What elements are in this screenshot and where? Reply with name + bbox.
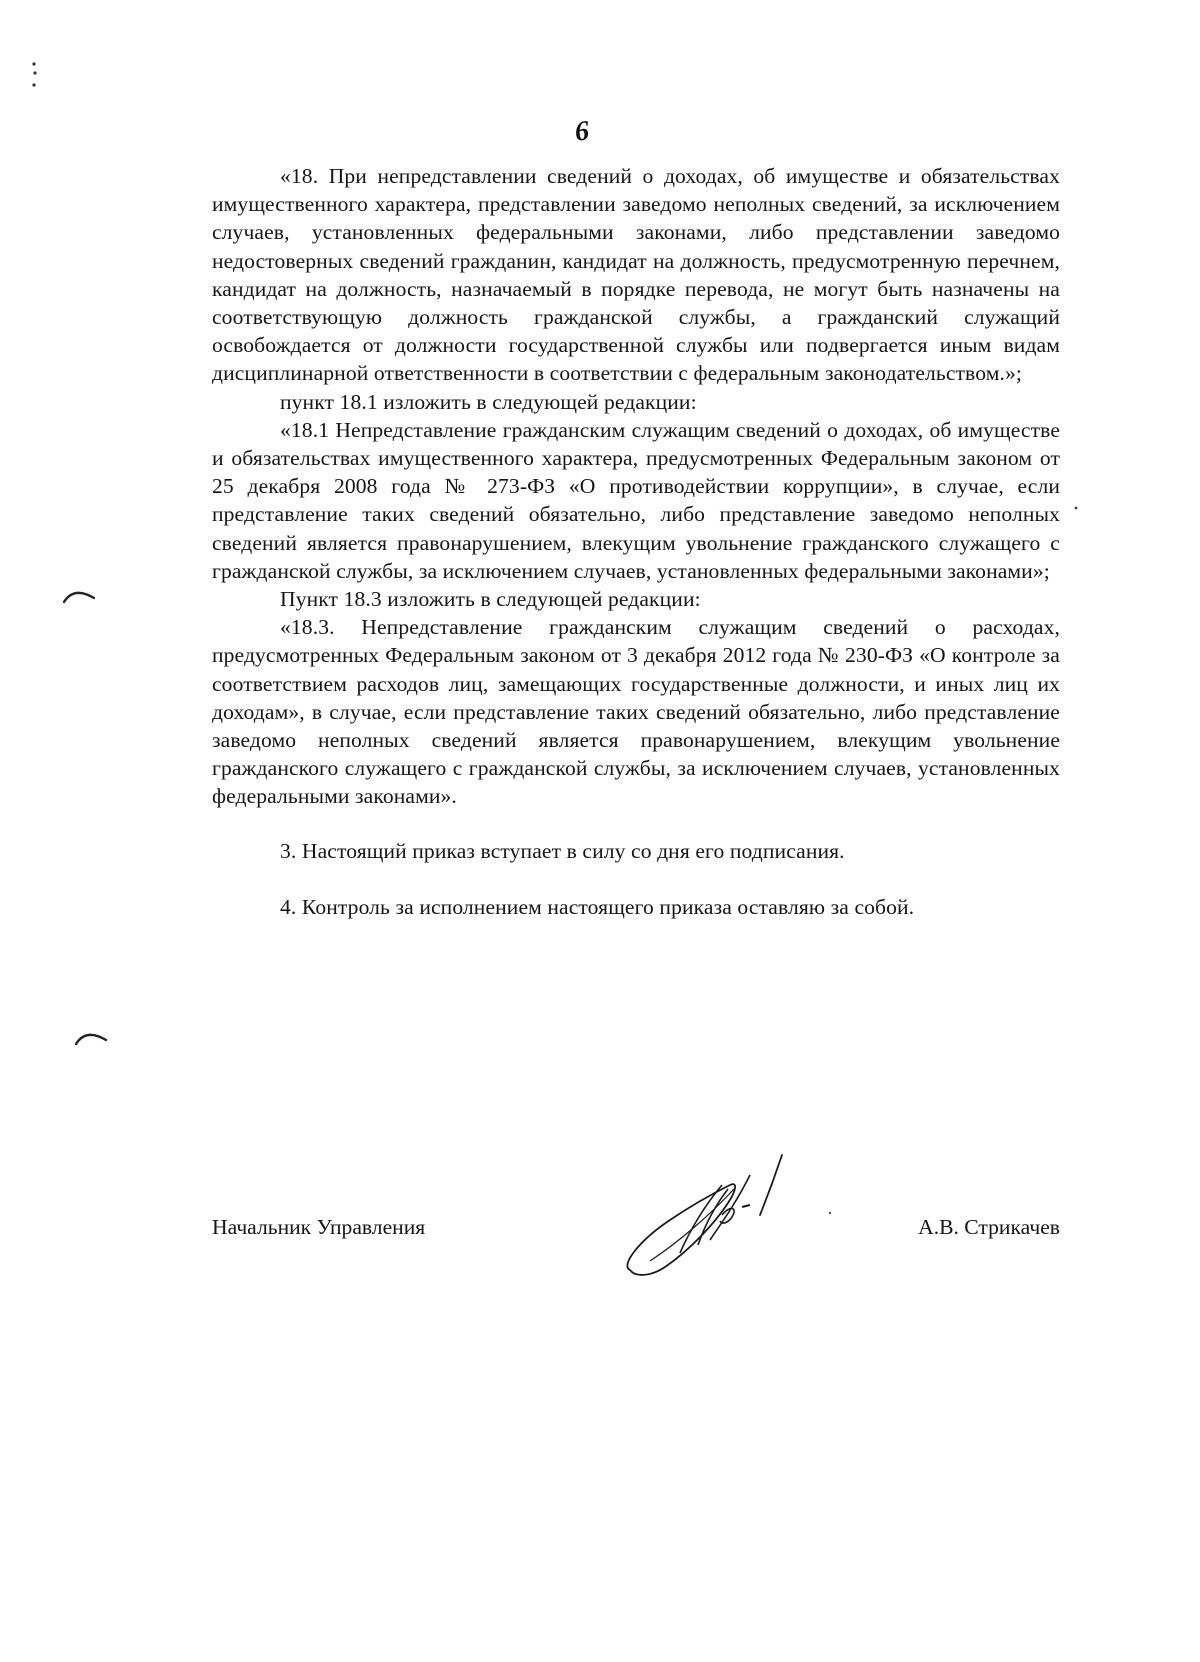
paragraph-18: «18. При непредставлении сведений о доходах, об имуществе и обязательствах имущественного характера, представлении заведомо неполных сведений, за исключением случаев, установленных федеральными законами, либо представлении заведомо недостоверных сведений гражданин, кандидат на должность, предусмотренную перечнем, кандидат на должность, назначаемый в порядке перевода, не могут быть назначены на соответствующую должность гражданской службы, а гражданский служащий освобождается от должности государственной службы или подвергается иным видам дисциплинарной ответственности в соответствии с федеральным законодательством.»;	[212, 164, 1060, 386]
paragraph-18-3: «18.3. Непредставление гражданским служащим сведений о расходах, предусмотренных Федеральным законом от 3 декабря 2012 года № 230-ФЗ «О контроле за соответствием расходов лиц, замещающих государственные должности, и иных лиц их доходам», в случае, если представление таких сведений обязательно, либо представление заведомо неполных сведений является правонарушением, влекущим увольнение гражданского служащего с гражданской службы, за исключением случаев, установленных федеральными законами».	[212, 615, 1060, 809]
paragraph-3: 3. Настоящий приказ вступает в силу со дня его подписания.	[280, 838, 845, 863]
paragraph-item-18-1-intro: пункт 18.1 изложить в следующей редакции:	[280, 389, 697, 414]
scan-dots-artifact	[30, 60, 40, 90]
scan-dot-artifact	[1073, 505, 1079, 511]
paragraph-4: 4. Контроль за исполнением настоящего приказа оставляю за собой.	[280, 894, 915, 919]
document-body	[212, 162, 1060, 921]
signature-block	[212, 1215, 1060, 1255]
margin-mark-icon	[60, 580, 100, 610]
paragraph-18-1: «18.1 Непредставление гражданским служащим сведений о доходах, об имуществе и обязательствах имущественного характера, предусмотренных Федеральным законом от 25 декабря 2008 года № 273-ФЗ «О противодействии коррупции», в случае, если представление таких сведений обязательно, либо представление заведомо неполных сведений является правонарушением, влекущим увольнение гражданского служащего с гражданской службы, за исключением случаев, установленных федеральными законами»;	[212, 417, 1060, 583]
margin-mark-icon	[72, 1022, 112, 1052]
page-number: 6	[573, 115, 591, 148]
signatory-name: А.В. Стрикачев	[918, 1215, 1060, 1239]
signatory-title: Начальник Управления	[212, 1215, 426, 1239]
paragraph-item-18-3-intro: Пункт 18.3 изложить в следующей редакции:	[280, 587, 701, 612]
